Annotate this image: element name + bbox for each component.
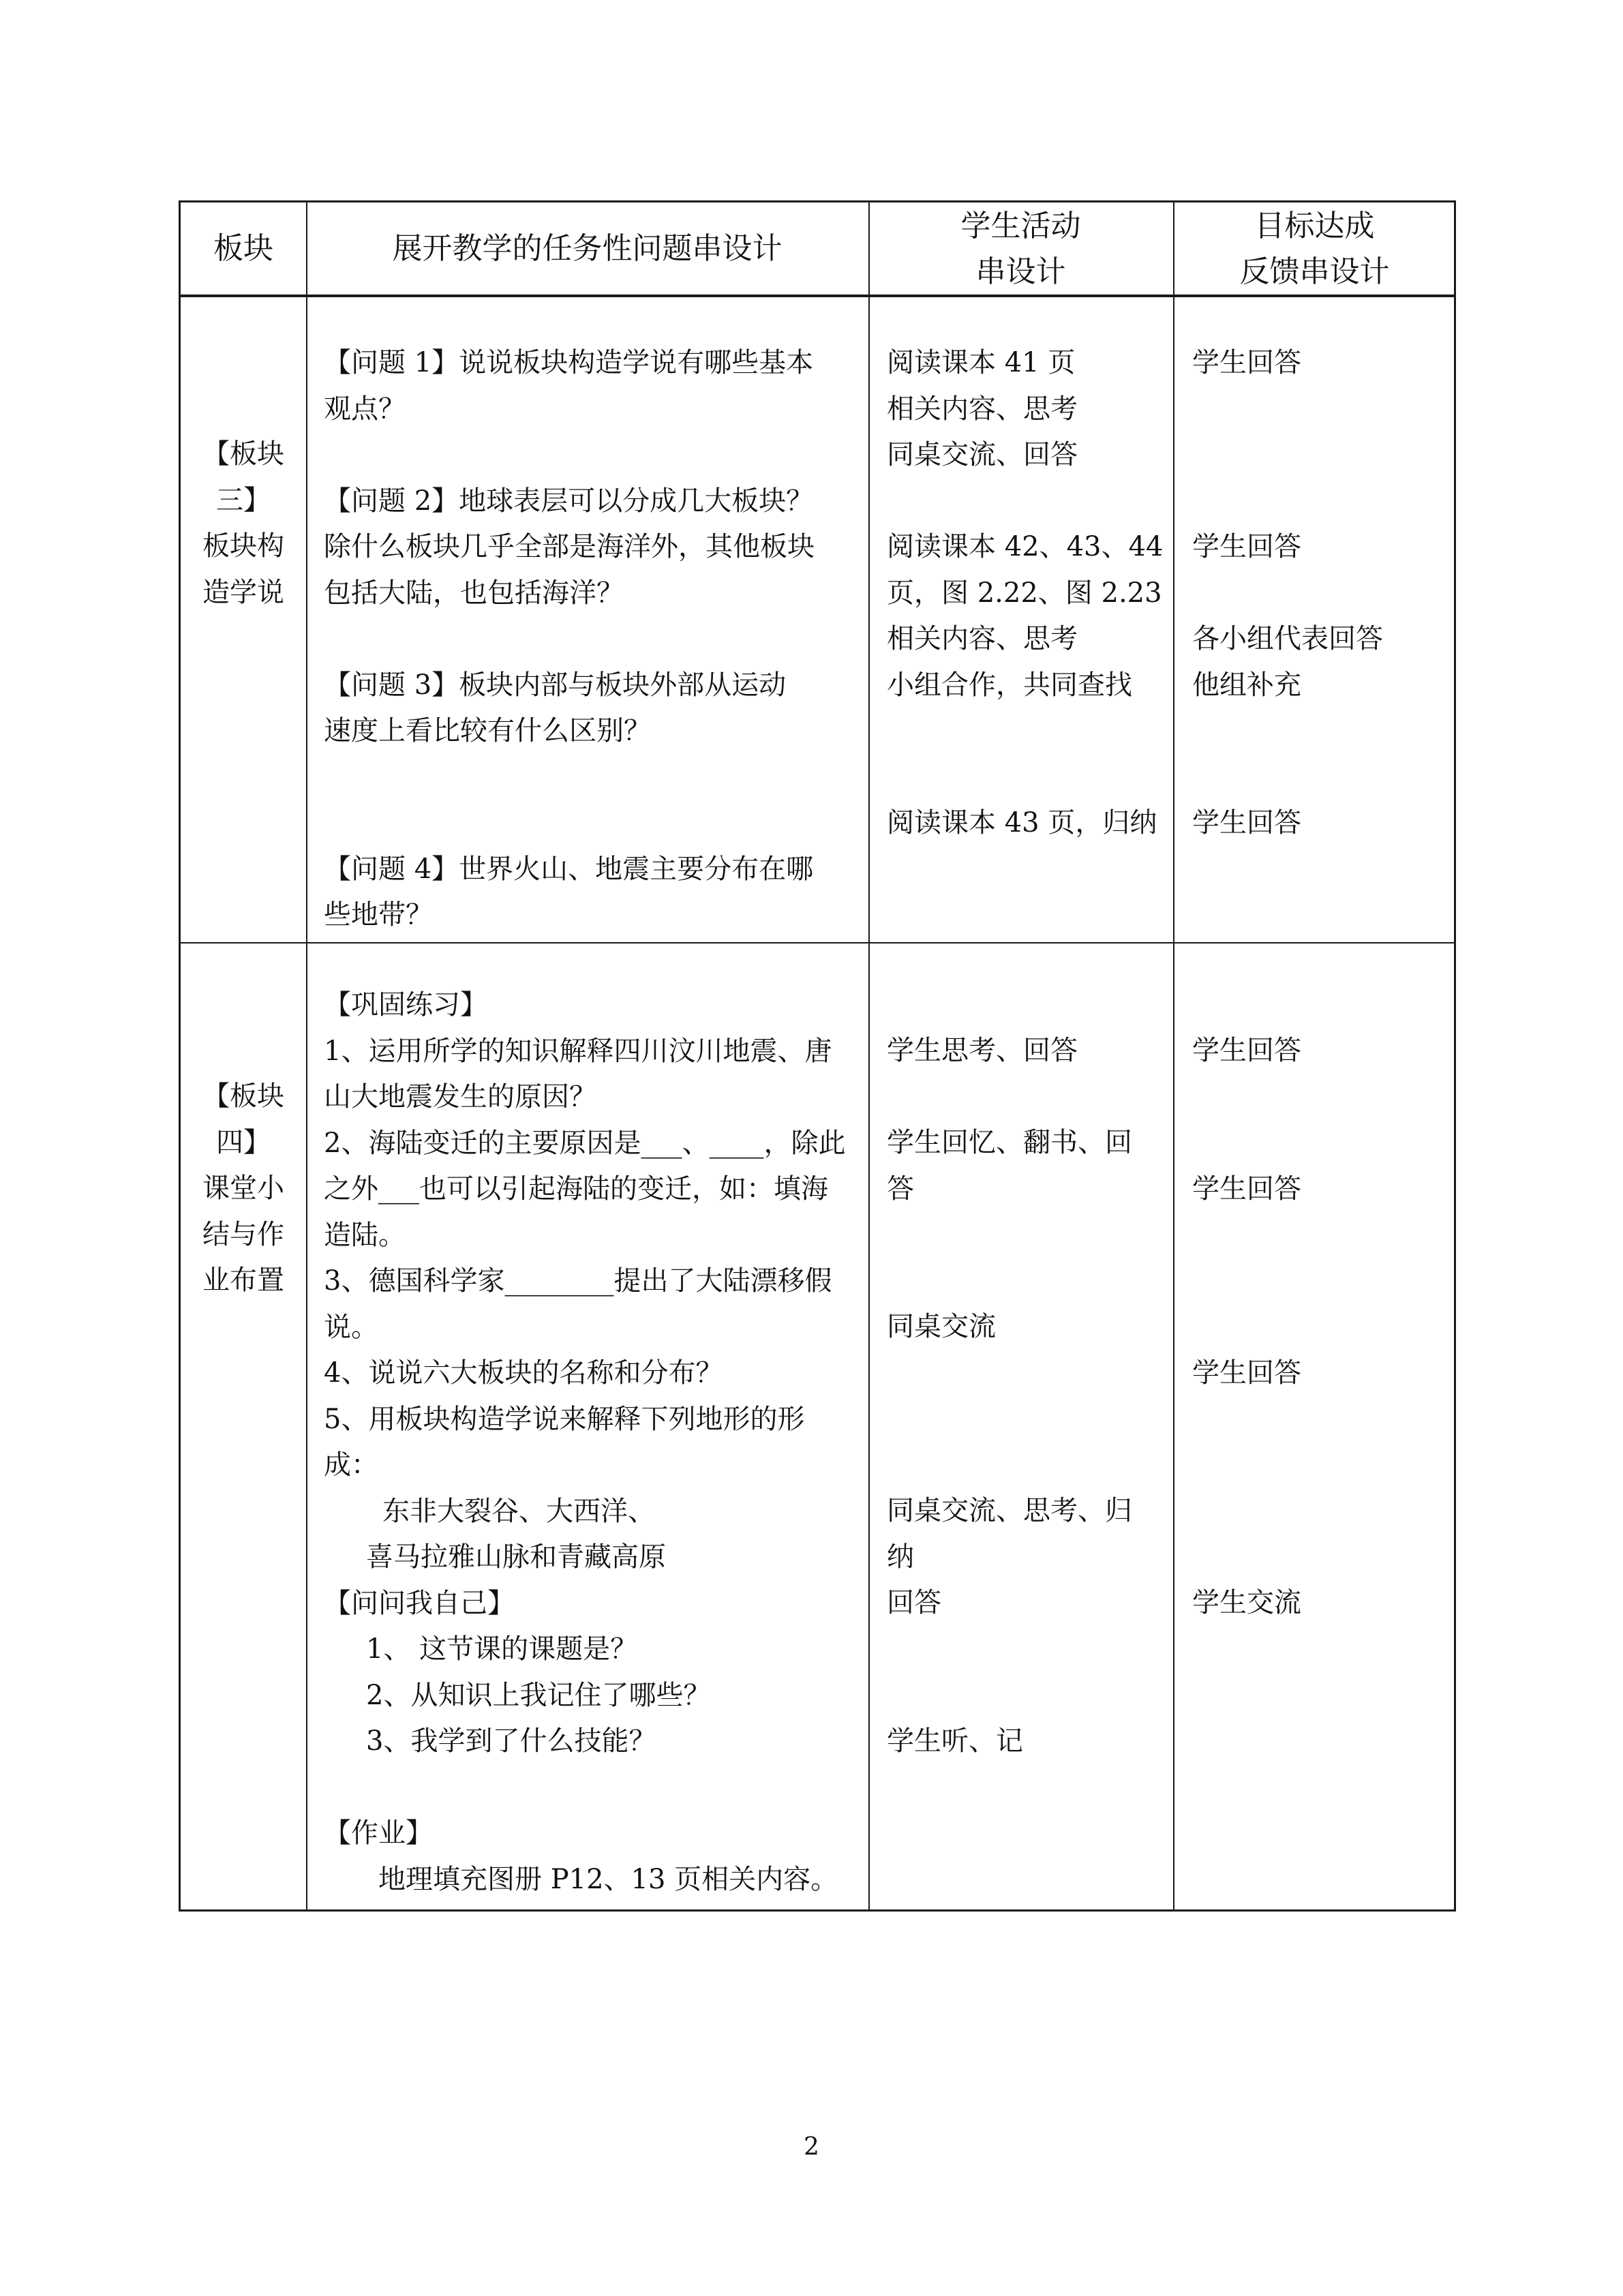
spacer: [887, 708, 1170, 755]
block-name-line: 【板块: [202, 438, 284, 470]
block-name-4: [181, 1074, 306, 1304]
spacer: [1192, 1258, 1451, 1305]
feedback-line: 学生回答: [1192, 1035, 1301, 1066]
spacer: [1192, 1212, 1451, 1258]
spacer: [1192, 1304, 1451, 1350]
activity-line: 学生听、记: [887, 1725, 1023, 1757]
spacer: [887, 1258, 1170, 1305]
activity-line: 同桌交流、思考、归: [887, 1495, 1132, 1526]
question-line: 说。: [324, 1311, 378, 1343]
block-name-line: 造学说: [202, 576, 284, 608]
spacer: [1192, 1396, 1451, 1442]
self-check-heading: 【问问我自己】: [324, 1587, 515, 1619]
question-line: 4、说说六大板块的名称和分布？: [324, 1357, 723, 1389]
question-line: 2、海陆变迁的主要原因是___、____，除此: [324, 1127, 846, 1159]
exercise-heading: 【巩固练习】: [324, 989, 487, 1021]
questions-block-3: [324, 340, 862, 939]
question-line: 1、运用所学的知识解释四川汶川地震、唐: [324, 1035, 832, 1067]
activity-line: 相关内容、思考: [887, 393, 1078, 425]
spacer: [1192, 1442, 1451, 1489]
question-line: 东非大裂谷、大西洋、: [382, 1495, 655, 1527]
homework-line: 地理填充图册 P12、13 页相关内容。: [378, 1863, 838, 1895]
question-line: 1、 这节课的课题是？: [366, 1633, 638, 1665]
homework-heading: 【作业】: [324, 1817, 433, 1849]
block-name-line: 四】: [216, 1126, 271, 1158]
activity-line: 纳: [887, 1541, 914, 1573]
question-line: 喜马拉雅山脉和青藏高原: [366, 1541, 666, 1573]
question-line: 【问题 1】说说板块构造学说有哪些基本: [324, 347, 814, 378]
activity-line: 同桌交流、回答: [887, 439, 1078, 470]
header-block: [181, 202, 306, 294]
spacer: [1192, 387, 1451, 433]
question-line: 【问题 4】世界火山、地震主要分布在哪: [324, 853, 814, 885]
activity-line: 阅读课本 43 页，归纳: [887, 807, 1157, 839]
activity-line: 同桌交流: [887, 1311, 996, 1342]
block-name-line: 课堂小: [202, 1173, 284, 1204]
question-line: 3、德国科学家________提出了大陆漂移假: [324, 1265, 832, 1297]
block-name-line: 业布置: [202, 1265, 284, 1296]
feedback-line: 学生回答: [1192, 531, 1301, 562]
lesson-plan-table: [179, 200, 1456, 1912]
activity-line: 页，图 2.22、图 2.23: [887, 577, 1162, 609]
activities-block-3: [887, 340, 1170, 847]
block-name-line: 结与作: [202, 1218, 284, 1250]
question-line: 【问题 3】板块内部与板块外部从运动: [324, 669, 787, 701]
spacer: [1192, 755, 1451, 801]
header-feedback-line: 目标达成: [1254, 208, 1375, 243]
header-activities-line: 学生活动: [960, 208, 1081, 243]
spacer: [887, 1442, 1170, 1489]
spacer: [324, 616, 862, 663]
block-name-3: [181, 432, 306, 616]
header-activities: [868, 202, 1173, 294]
question-line: 成：: [324, 1449, 378, 1481]
activity-line: 相关内容、思考: [887, 623, 1078, 654]
spacer: [1192, 1535, 1451, 1581]
spacer: [1192, 479, 1451, 525]
question-line: 2、从知识上我记住了哪些？: [366, 1679, 711, 1711]
spacer: [324, 800, 862, 847]
spacer: [1192, 1488, 1451, 1535]
column-divider: [306, 202, 307, 1909]
question-line: 5、用板块构造学说来解释下列地形的形: [324, 1403, 805, 1435]
activity-line: 学生思考、回答: [887, 1035, 1078, 1066]
row-divider: [181, 942, 1454, 943]
question-line: 3、我学到了什么技能？: [366, 1725, 656, 1757]
block-name-line: 【板块: [202, 1081, 284, 1112]
header-block-label: 板块: [213, 231, 273, 266]
feedback-line: 学生回答: [1192, 807, 1301, 839]
question-line: 除什么板块几乎全部是海洋外，其他板块: [324, 531, 815, 562]
spacer: [1192, 1120, 1451, 1166]
header-activities-line: 串设计: [975, 254, 1066, 289]
header-questions-label: 展开教学的任务性问题串设计: [392, 231, 783, 266]
spacer: [887, 479, 1170, 525]
page-number: 2: [804, 2133, 819, 2161]
column-divider: [1173, 202, 1174, 1909]
spacer: [887, 755, 1170, 801]
activity-line: 阅读课本 42、43、44: [887, 531, 1164, 562]
header-feedback-line: 反馈串设计: [1239, 254, 1390, 289]
activity-line: 阅读课本 41 页: [887, 347, 1076, 378]
question-line: 【问题 2】地球表层可以分成几大板块？: [324, 485, 814, 517]
feedback-line: 学生回答: [1192, 1173, 1301, 1205]
question-line: 些地带？: [324, 899, 433, 931]
block-name-line: 板块构: [202, 530, 284, 562]
question-line: 观点？: [324, 393, 406, 425]
feedback-line: 他组补充: [1192, 669, 1301, 701]
spacer: [887, 1350, 1170, 1397]
spacer: [1192, 571, 1451, 617]
feedback-block-3: [1192, 340, 1451, 847]
spacer: [887, 1396, 1170, 1442]
spacer: [324, 755, 862, 801]
activity-line: 小组合作，共同查找: [887, 669, 1132, 701]
header-feedback: [1173, 202, 1456, 294]
spacer: [1192, 1074, 1451, 1121]
question-line: 之外___也可以引起海陆的变迁，如：填海: [324, 1173, 828, 1205]
feedback-line: 各小组代表回答: [1192, 623, 1383, 654]
question-line: 造陆。: [324, 1219, 406, 1251]
feedback-line: 学生回答: [1192, 1357, 1301, 1389]
questions-block-4: [324, 982, 862, 1903]
spacer: [324, 1765, 862, 1811]
spacer: [1192, 432, 1451, 479]
question-line: 包括大陆，也包括海洋？: [324, 577, 624, 609]
feedback-block-4: [1192, 1028, 1451, 1627]
feedback-line: 学生交流: [1192, 1587, 1301, 1618]
spacer: [324, 432, 862, 479]
block-name-line: 三】: [216, 484, 271, 516]
activity-line: 答: [887, 1173, 914, 1205]
spacer: [1192, 708, 1451, 755]
question-line: 山大地震发生的原因？: [324, 1081, 596, 1113]
spacer: [887, 1627, 1170, 1673]
header-questions: [306, 202, 868, 294]
spacer: [887, 1672, 1170, 1719]
header-divider: [181, 294, 1454, 297]
activity-line: 回答: [887, 1587, 941, 1618]
feedback-line: 学生回答: [1192, 347, 1301, 378]
question-line: 速度上看比较有什么区别？: [324, 715, 651, 746]
spacer: [887, 1074, 1170, 1121]
activities-block-4: [887, 1028, 1170, 1764]
spacer: [887, 1212, 1170, 1258]
column-divider: [868, 202, 870, 1909]
activity-line: 学生回忆、翻书、回: [887, 1127, 1132, 1158]
